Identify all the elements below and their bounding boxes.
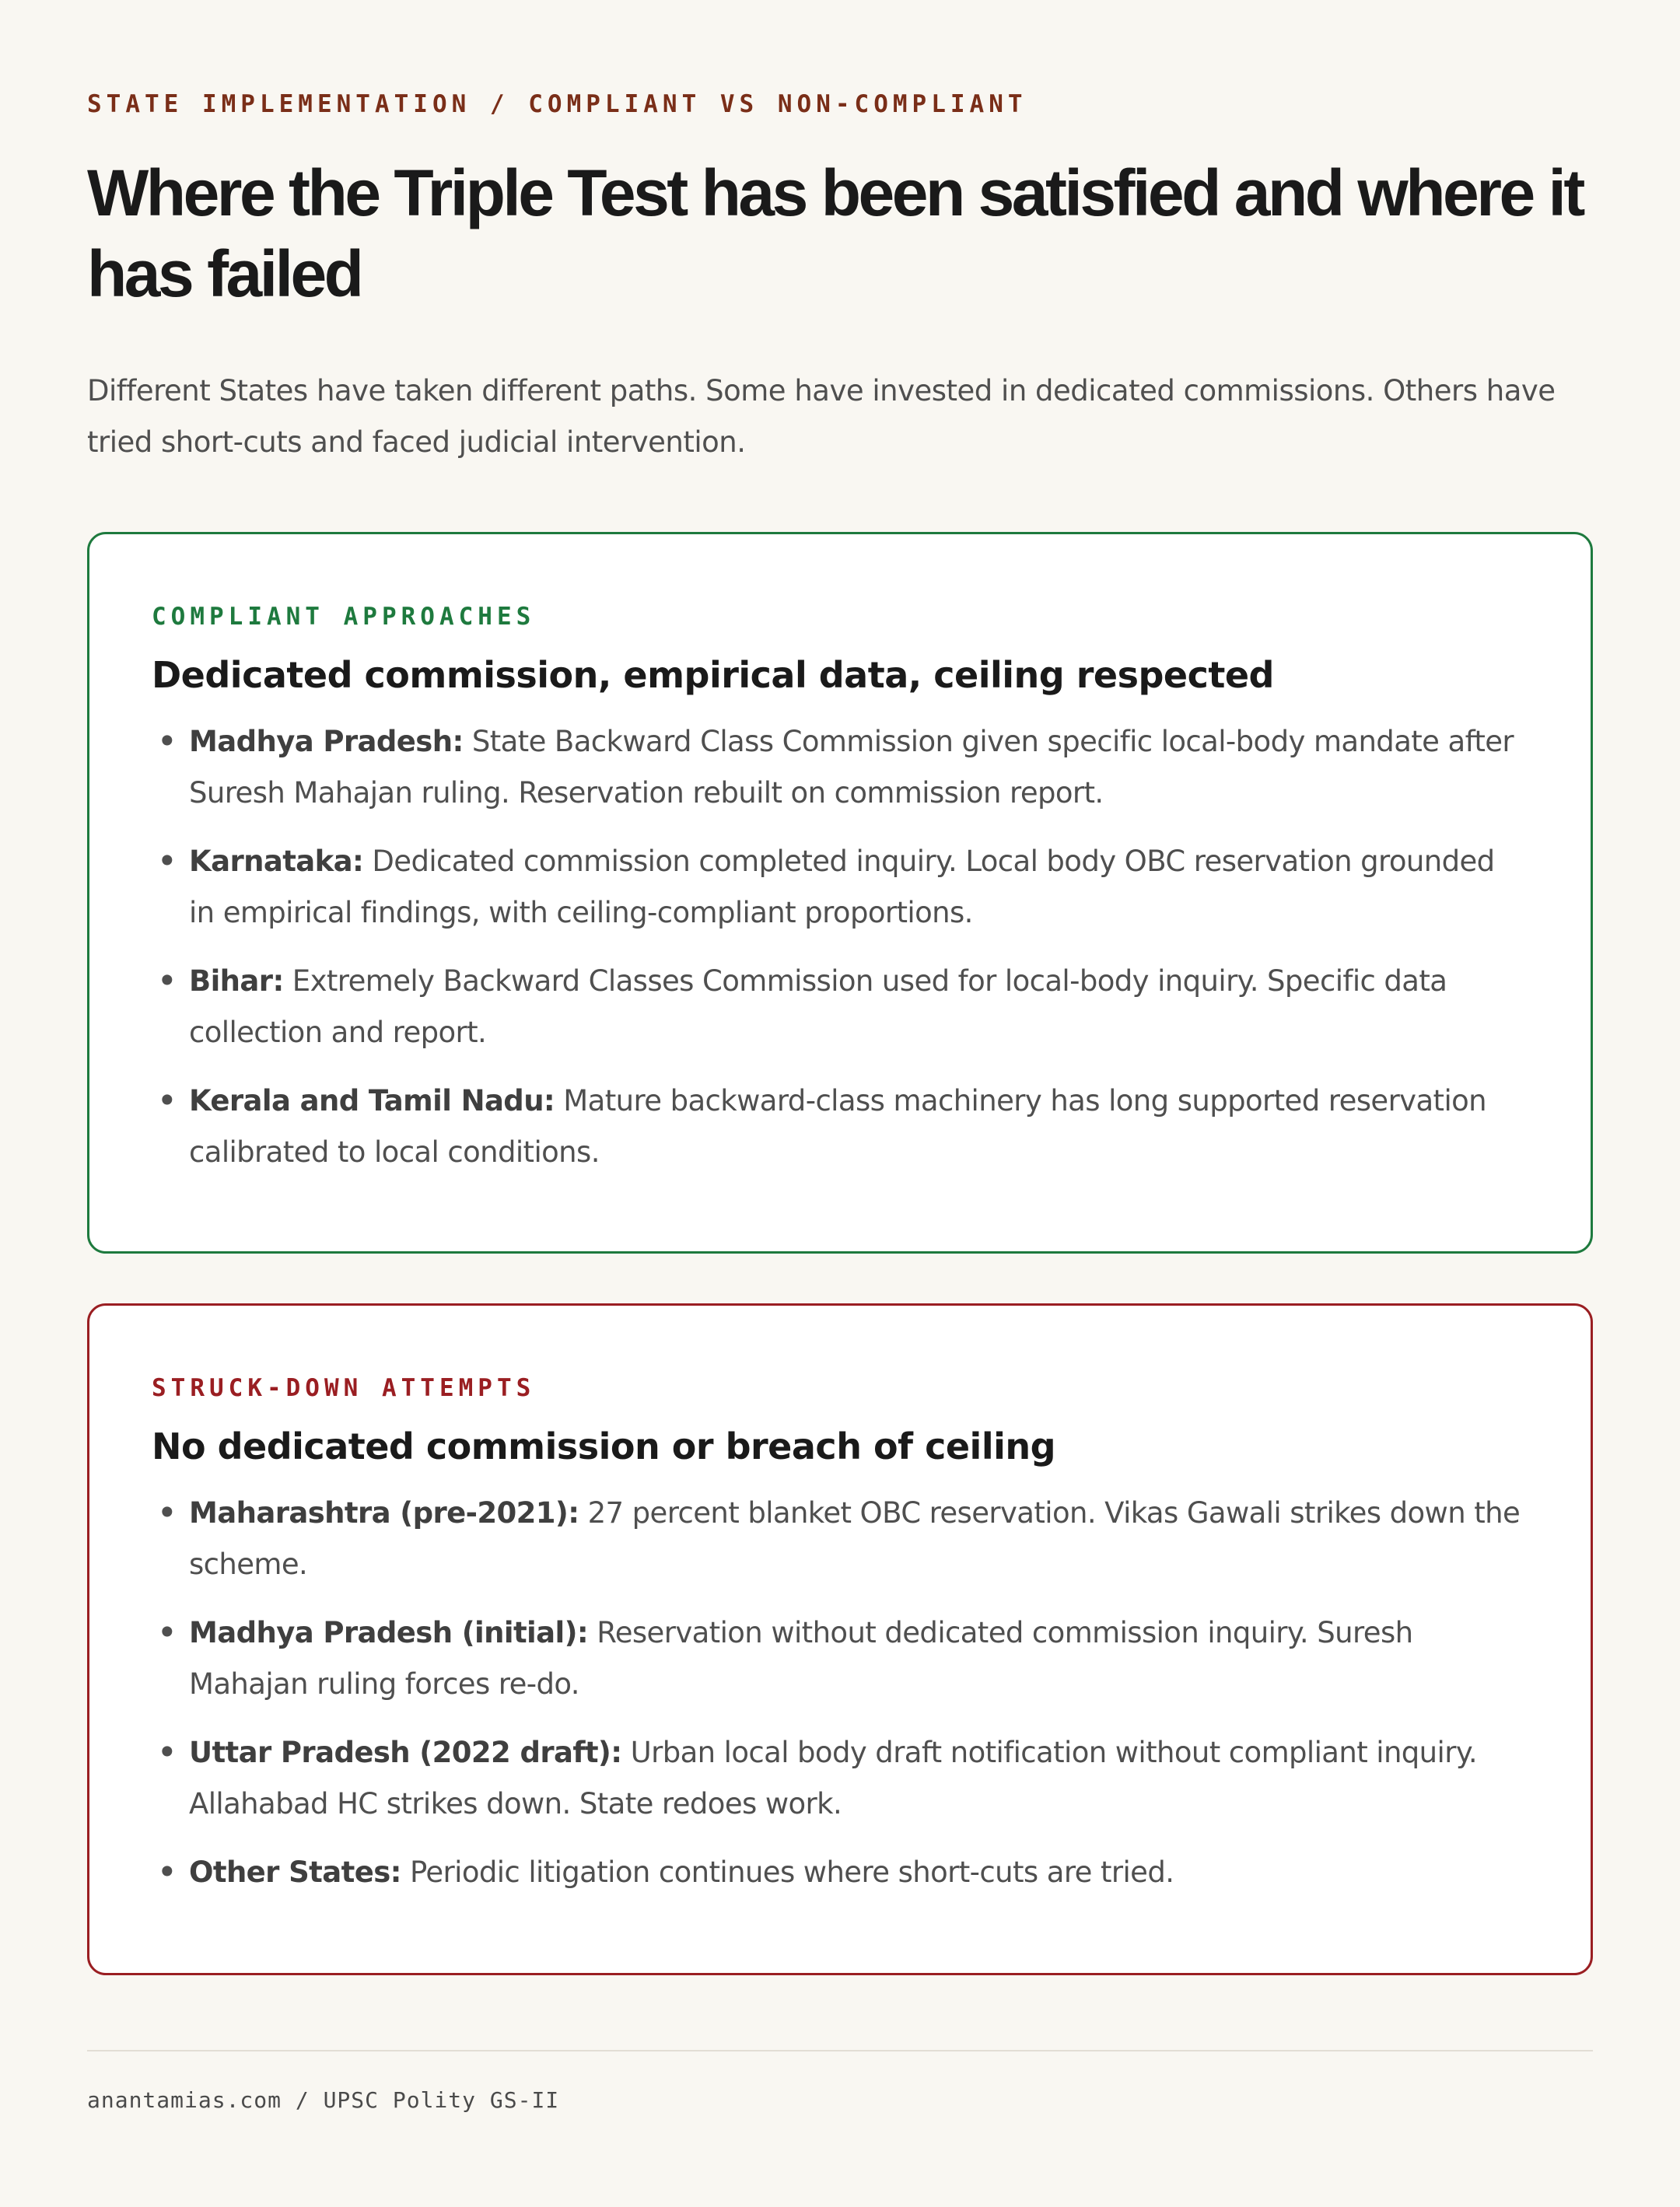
- bullet-icon: •: [158, 1736, 177, 1769]
- list-item-text: Dedicated commission completed inquiry. Local body OBC reservation grounded in empirical findings, with ceiling-compliant proportions.: [189, 845, 1495, 929]
- compliant-title: Dedicated commission, empirical data, ceiling respected: [152, 654, 1274, 696]
- list-item: [152, 1488, 1528, 1590]
- list-item: [152, 836, 1528, 939]
- intro-paragraph: Different States have taken different paths. Some have invested in dedicated commissions. Others have tried short-cuts and faced judicial intervention.: [87, 374, 1556, 459]
- bullet-icon: •: [158, 845, 177, 878]
- list-item-text: State Backward Class Commission given specific local-body mandate after Suresh Mahajan ruling. Reservation rebuilt on commission report.: [189, 725, 1514, 810]
- list-item: [152, 716, 1528, 819]
- struck-down-eyebrow: STRUCK-DOWN ATTEMPTS: [152, 1374, 536, 1402]
- list-item-text: 27 percent blanket OBC reservation. Vikas Gawali strikes down the scheme.: [189, 1496, 1521, 1581]
- list-item: [152, 1076, 1528, 1178]
- compliant-eyebrow: COMPLIANT APPROACHES: [152, 603, 536, 631]
- struck-down-title: No dedicated commission or breach of ceiling: [152, 1425, 1056, 1467]
- list-item-text: Urban local body draft notification without compliant inquiry. Allahabad HC strikes down. State redoes work.: [189, 1736, 1478, 1821]
- list-item-lead: Other States:: [189, 1855, 401, 1889]
- list-item-text: Mature backward-class machinery has long supported reservation calibrated to local conditions.: [189, 1084, 1487, 1169]
- bullet-icon: •: [158, 1616, 177, 1649]
- list-item: [152, 1727, 1528, 1830]
- list-item-lead: Karnataka:: [189, 845, 364, 878]
- compliant-card: [87, 532, 1593, 1254]
- bullet-icon: •: [158, 964, 177, 998]
- footer-source: anantamias.com / UPSC Polity GS-II: [87, 2087, 560, 2113]
- list-item: [152, 1607, 1528, 1710]
- bullet-icon: •: [158, 1855, 177, 1889]
- section-eyebrow: STATE IMPLEMENTATION / COMPLIANT VS NON-COMPLIANT: [87, 90, 1027, 118]
- list-item-lead: Madhya Pradesh:: [189, 725, 464, 758]
- bullet-icon: •: [158, 1084, 177, 1117]
- compliant-list: [152, 716, 1528, 1178]
- list-item-lead: Bihar:: [189, 964, 284, 998]
- list-item: [152, 956, 1528, 1058]
- bullet-icon: •: [158, 1496, 177, 1530]
- list-item-text: Extremely Backward Classes Commission used for local-body inquiry. Specific data collection and report.: [189, 964, 1447, 1049]
- list-item-lead: Maharashtra (pre-2021):: [189, 1496, 579, 1530]
- struck-down-card: [87, 1303, 1593, 1975]
- list-item-lead: Kerala and Tamil Nadu:: [189, 1084, 555, 1117]
- list-item-lead: Madhya Pradesh (initial):: [189, 1616, 589, 1649]
- page-title: Where the Triple Test has been satisfied and where it has failed: [87, 156, 1583, 310]
- list-item: [152, 1847, 1528, 1898]
- struck-down-list: [152, 1488, 1528, 1898]
- bullet-icon: •: [158, 725, 177, 758]
- list-item-lead: Uttar Pradesh (2022 draft):: [189, 1736, 622, 1769]
- footer-divider: [87, 2050, 1593, 2051]
- list-item-text: Periodic litigation continues where short-cuts are tried.: [401, 1855, 1174, 1889]
- list-item-text: Reservation without dedicated commission inquiry. Suresh Mahajan ruling forces re-do.: [189, 1616, 1413, 1701]
